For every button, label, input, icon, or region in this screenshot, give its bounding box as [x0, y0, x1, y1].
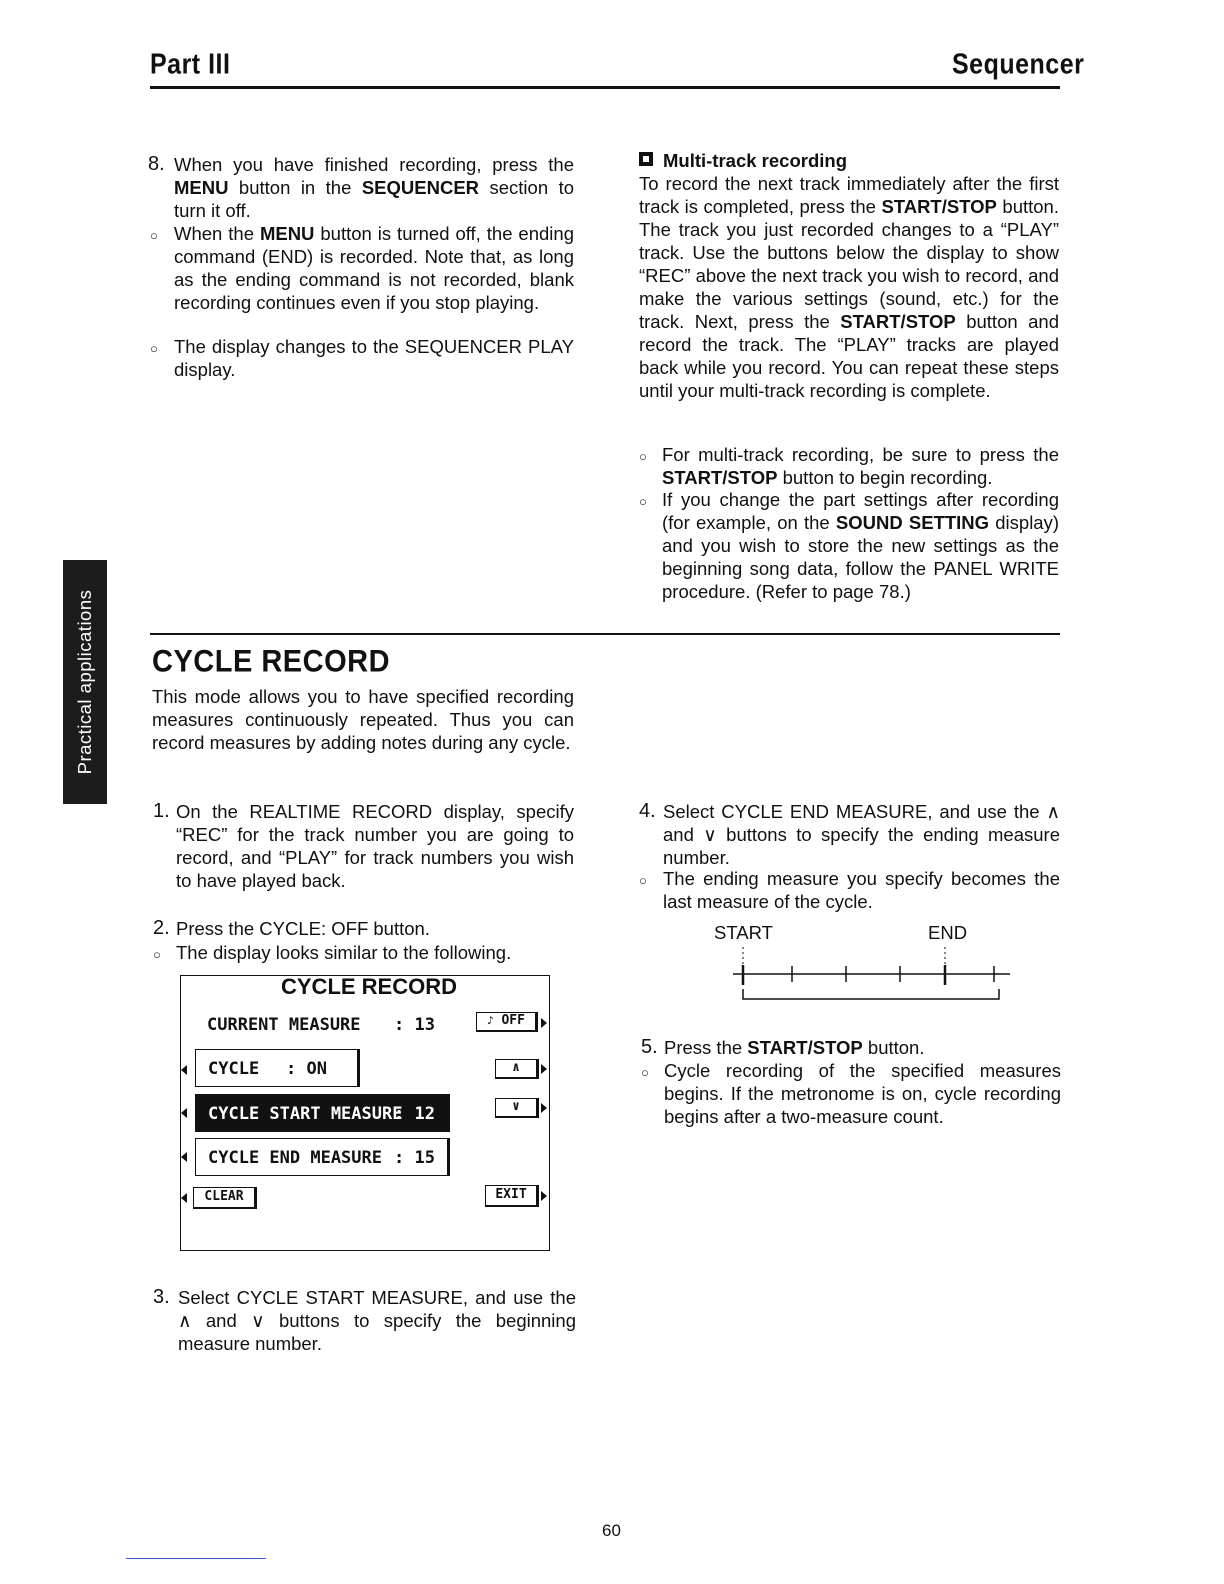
current-measure-value: : 13	[394, 1015, 435, 1035]
timeline-end-label: END	[928, 922, 968, 943]
cycle-end-measure-field[interactable]: CYCLE END MEASURE : 15	[195, 1138, 450, 1176]
clear-button[interactable]: CLEAR	[193, 1187, 257, 1209]
step-5-bullet: ○ Cycle recording of the specified measures begins. If the metronome is on, cycle recording begins after a two-measure count.	[641, 1060, 1061, 1127]
metronome-off-button[interactable]: ♪ OFF	[476, 1012, 538, 1032]
multitrack-section	[639, 149, 1059, 402]
page-number: 60	[602, 1521, 621, 1540]
cycle-timeline-diagram	[725, 945, 1015, 1007]
step-2-bullet: ○ The display looks similar to the following.	[153, 942, 512, 963]
multitrack-bullet-2: ○ If you change the part settings after recording (for example, on the SOUND SETTING display) and you wish to store the new settings as the beginning song data, follow the PANEL WRITE procedure. (Refer to page 78.)	[639, 489, 1060, 602]
up-button[interactable]: ∧	[495, 1059, 539, 1079]
step-4: 4. Select CYCLE END MEASURE, and use the ∧ and ∨ buttons to specify the ending measure number.	[639, 800, 1060, 868]
side-tab: Practical applications	[63, 560, 107, 804]
down-button[interactable]: ∨	[495, 1098, 539, 1118]
arrow-left-icon	[181, 1193, 187, 1203]
header-part: Part III	[150, 48, 231, 81]
arrow-right-icon	[541, 1064, 547, 1074]
arrow-left-icon	[181, 1108, 187, 1118]
arrow-left-icon	[181, 1065, 187, 1075]
step-8-bullet-1: ○ When the MENU button is turned off, the ending command (END) is recorded. Note that, as long as the ending command is not recorded, blank recording continues even if you stop playing.	[150, 223, 574, 313]
multitrack-paragraph: To record the next track immediately after the first track is completed, press the START/STOP button. The track you just recorded changes to a “PLAY” track. Use the buttons below the display to show “REC” above the next track you wish to record, and make the various settings (sound, etc.) for the track. Next, press the START/STOP button and record the track. The “PLAY” tracks are played back while you record. You can repeat these steps until your multi-track recording is complete.	[639, 173, 1059, 401]
step-8: 8. When you have finished recording, press the MENU button in the SEQUENCER section to turn it off.	[148, 153, 574, 221]
cycle-intro: This mode allows you to have specified recording measures continuously repeated. Thus you can record measures by adding notes during any cycle.	[152, 686, 574, 753]
lcd-title: CYCLE RECORD	[281, 974, 458, 999]
current-measure-label: CURRENT MEASURE	[207, 1015, 361, 1035]
step-4-bullet: ○ The ending measure you specify becomes the last measure of the cycle.	[639, 868, 1060, 912]
metronome-icon: ♪	[487, 1014, 494, 1027]
cycle-record-display	[180, 975, 550, 1251]
cycle-start-measure-field[interactable]: CYCLE START MEASURE : 12	[195, 1094, 450, 1132]
cycle-record-title: CYCLE RECORD	[152, 644, 391, 680]
step-5: 5. Press the START/STOP button.	[641, 1036, 925, 1058]
step-1: 1. On the REALTIME RECORD display, specify “REC” for the track number you are going to record, and “PLAY” for track numbers you wish to have played back.	[153, 800, 574, 891]
arrow-right-icon	[541, 1103, 547, 1113]
arrow-left-icon	[181, 1152, 187, 1162]
header-section: Sequencer	[952, 48, 1085, 81]
step-8-bullet-2: ○ The display changes to the SEQUENCER PLAY display.	[150, 336, 574, 380]
step-2: 2. Press the CYCLE: OFF button.	[153, 917, 430, 939]
header-rule	[150, 86, 1060, 89]
exit-button[interactable]: EXIT	[485, 1185, 539, 1207]
arrow-right-icon	[541, 1191, 547, 1201]
footer-line	[126, 1558, 266, 1559]
step-3: 3. Select CYCLE START MEASURE, and use the ∧ and ∨ buttons to specify the beginning measure number.	[153, 1286, 576, 1354]
multitrack-heading: Multi-track recording	[663, 150, 847, 171]
multitrack-bullet-1: ○ For multi-track recording, be sure to press the START/STOP button to begin recording.	[639, 444, 1059, 488]
section-rule	[150, 633, 1060, 635]
timeline-start-label: START	[714, 922, 773, 943]
cycle-field[interactable]: CYCLE : ON	[195, 1049, 360, 1087]
arrow-right-icon	[541, 1018, 547, 1028]
square-bullet-icon	[639, 152, 653, 166]
